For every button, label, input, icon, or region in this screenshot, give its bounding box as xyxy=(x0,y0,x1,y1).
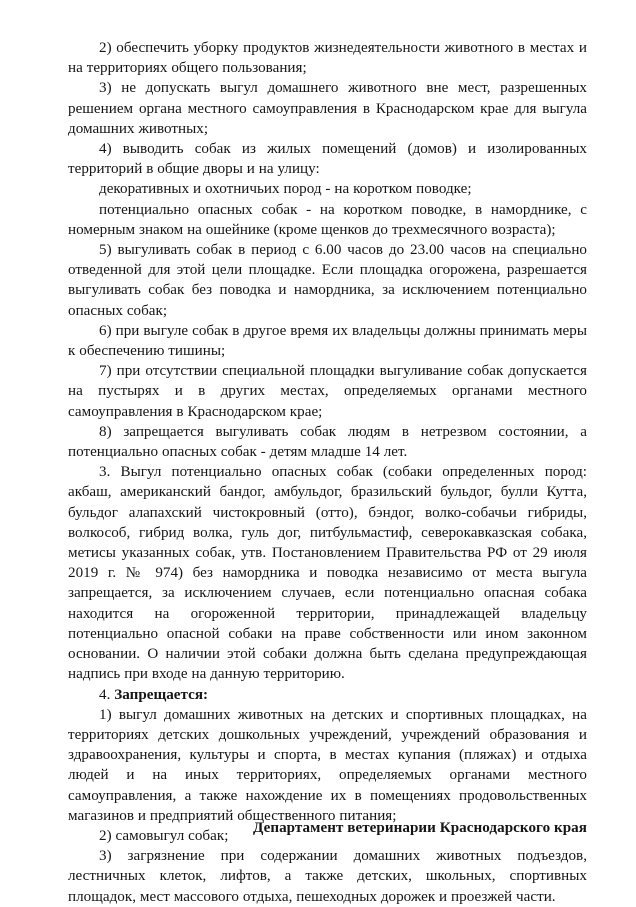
paragraph-item-6: 6) при выгуле собак в другое время их владельцы должны принимать меры к обеспечению тишины; xyxy=(68,322,587,360)
paragraph-item-8: 8) запрещается выгуливать собак людям в нетрезвом состоянии, а потенциально опасных собак - детям младше 14 лет. xyxy=(68,423,587,461)
paragraph-item-2: 2) обеспечить уборку продуктов жизнедеятельности животного в местах и на территориях общего пользования; xyxy=(68,40,587,77)
clause-4-title: Запрещается: xyxy=(114,686,209,703)
paragraph-item-3: 3) не допускать выгул домашнего животного вне мест, разрешенных решением органа местного самоуправления в Краснодарском крае для выгула домашних животных; xyxy=(68,80,587,137)
paragraph-clause-3: 3. Выгул потенциально опасных собак (собаки определенных пород: акбаш, американский бандог, амбульдог, бразильский бульдог, булли Кутта, бульдог алапахский чистокровный (отто), бэндог, волко-собачьи гибриды, волкособ, гибрид волка, гуль дог, питбульмастиф, северокавказская собака, метисы указанных собак, утв. Постановлением Правительства РФ от 29 июля 2019 г. № 974) без намордника и поводка независимо от места выгула запрещается, за исключением случаев, если потенциально опасная собака находится на огороженной территории, принадлежащей владельцу потенциально опасной собаки на праве собственности или ином законном основании. О наличии этой собаки должна быть сделана предупреждающая надпись при входе на данную территорию. xyxy=(68,464,587,683)
paragraph-prohibition-3: 3) загрязнение при содержании домашних животных подъездов, лестничных клеток, лифтов, а также детских, школьных, спортивных площадок, мест массового отдыха, пешеходных дорожек и проезжей части. xyxy=(68,848,587,905)
footer-signature: Департамент ветеринарии Краснодарского края xyxy=(252,820,587,836)
document-body xyxy=(68,38,587,907)
paragraph-item-4: 4) выводить собак из жилых помещений (домов) и изолированных территорий в общие дворы и на улицу: xyxy=(68,141,587,178)
paragraph-prohibition-1: 1) выгул домашних животных на детских и спортивных площадках, на территориях детских дошкольных учреждений, учреждений образования и здравоохранения, культуры и спорта, в местах купания (пляжах) и отдыха людей и на иных территориях, определяемых органами местного самоуправления, а также нахождение их в помещениях продовольственных магазинов и предприятий общественного питания; xyxy=(68,706,587,824)
paragraph-item-7: 7) при отсутствии специальной площадки выгуливание собак допускается на пустырях и в других местах, определяемых органами местного самоуправления в Краснодарском крае; xyxy=(68,363,587,420)
paragraph-item-4-sub-2: потенциально опасных собак - на коротком поводке, в наморднике, с номерным знаком на ошейнике (кроме щенков до трехмесячного возраста); xyxy=(68,201,587,238)
clause-4-heading xyxy=(68,685,587,705)
paragraph-item-4-sub-1: декоративных и охотничьих пород - на коротком поводке; xyxy=(99,181,472,198)
clause-4-number: 4. xyxy=(99,686,115,703)
paragraph-prohibition-2: 2) самовыгул собак; xyxy=(99,827,229,844)
paragraph-item-5: 5) выгуливать собак в период с 6.00 часов до 23.00 часов на специально отведенной для этой цели площадке. Если площадка огорожена, разрешается выгуливать собак без поводка и намордника, за исключением потенциально опасных собак; xyxy=(68,242,587,319)
